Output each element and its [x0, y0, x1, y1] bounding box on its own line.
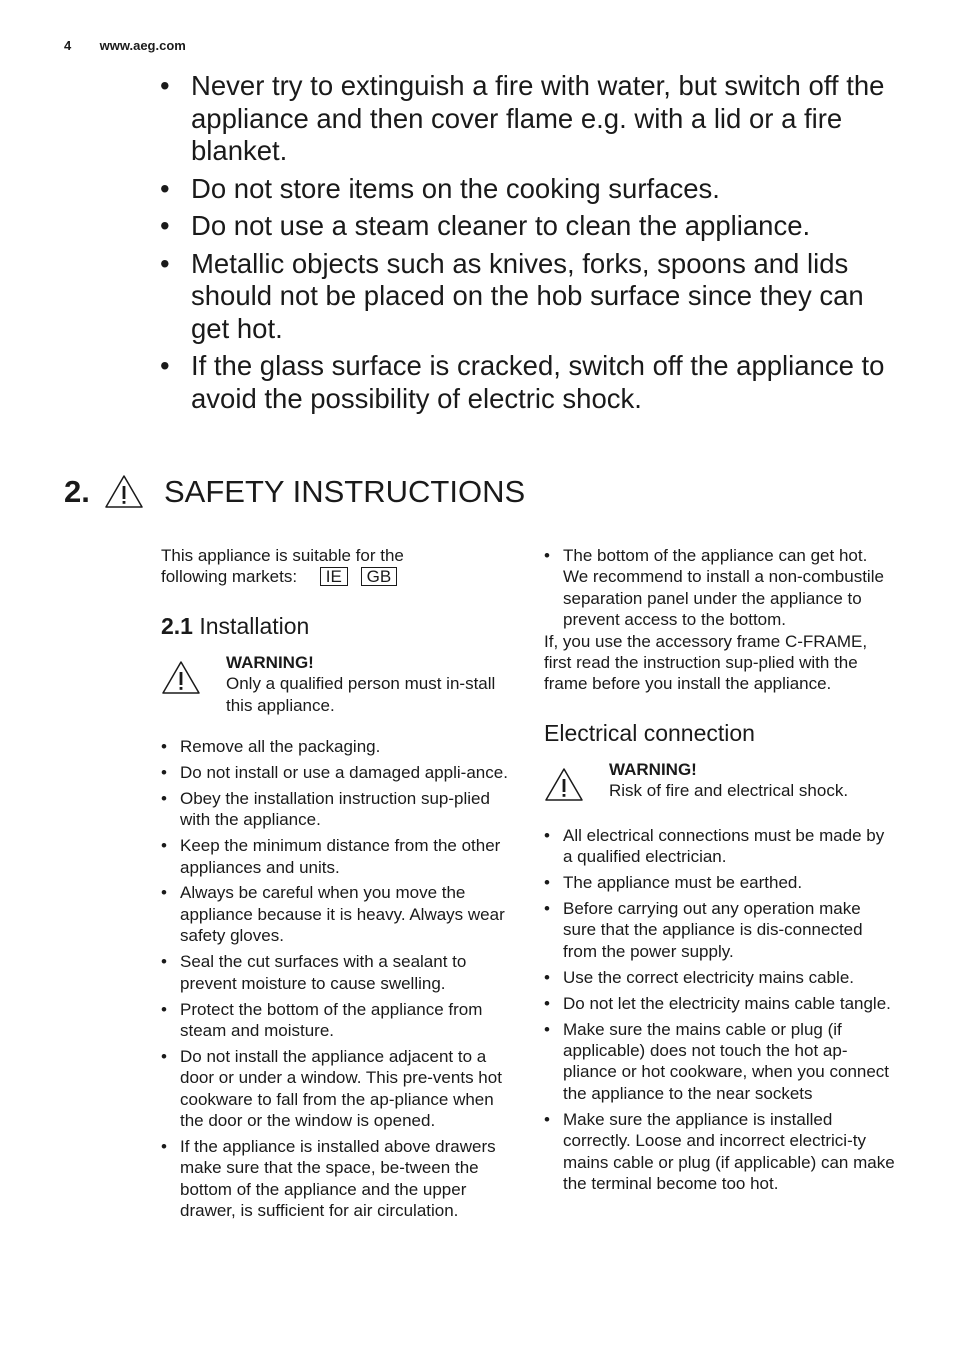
- list-item: • Do not install the appliance adjacent to a door or under a window. This pre-vents hot cookware to fall from the ap-pliance when the door or the window is opened.: [161, 1046, 513, 1132]
- page-header: [64, 38, 186, 53]
- section-number: 2.: [64, 474, 90, 509]
- subsection-number: 2.1: [161, 612, 193, 639]
- warning-text: Only a qualified person must in-stall this appliance.: [226, 674, 496, 715]
- markets-line-1: This appliance is suitable for the: [161, 546, 404, 565]
- warning-triangle-icon: [104, 474, 144, 510]
- market-code-badge: IE: [320, 567, 348, 586]
- list-item: • Seal the cut surfaces with a sealant to prevent moisture to cause swelling.: [161, 951, 513, 994]
- list-item: • Do not install or use a damaged appli-ance.: [161, 762, 513, 783]
- frame-paragraph: If, you use the accessory frame C-FRAME, first read the instruction sup-plied with the frame before you install the appliance.: [544, 631, 868, 694]
- section-title: SAFETY INSTRUCTIONS: [164, 474, 526, 509]
- warning-triangle-icon: [161, 658, 201, 698]
- list-item: • Do not let the electricity mains cable tangle.: [544, 993, 896, 1014]
- warning-title: WARNING!: [609, 759, 697, 779]
- list-item: • If the appliance is installed above drawers make sure that the space, be-tween the bottom of the appliance and the upper drawer, is sufficient for air circulation.: [161, 1136, 513, 1222]
- left-column: [161, 545, 513, 1226]
- section-heading: [64, 474, 525, 510]
- list-item: • Make sure the mains cable or plug (if applicable) does not touch the hot ap-pliance or hot cookware, when you connect the appliance to the near sockets: [544, 1019, 896, 1105]
- warning-block: [161, 652, 513, 716]
- list-item: • Obey the installation instruction sup-plied with the appliance.: [161, 788, 513, 831]
- market-code-badge: GB: [361, 567, 398, 586]
- markets-line-2: following markets:: [161, 567, 298, 587]
- subsection-title: Installation: [199, 612, 310, 639]
- list-item: • Always be careful when you move the appliance because it is heavy. Always wear safety gloves.: [161, 882, 513, 946]
- page-number: 4: [64, 38, 72, 53]
- list-item: • Do not use a steam cleaner to clean the appliance.: [160, 210, 900, 243]
- list-item: • Use the correct electricity mains cable.: [544, 967, 896, 988]
- warning-text: Risk of fire and electrical shock.: [609, 781, 849, 801]
- top-bullet-list: [160, 70, 900, 420]
- electrical-bullet-list: [544, 825, 896, 1195]
- list-item: • Remove all the packaging.: [161, 736, 513, 757]
- list-item: • Make sure the appliance is installed correctly. Loose and incorrect electrici-ty mains cable or plug (if applicable) can make the terminal become too hot.: [544, 1109, 896, 1195]
- list-item: • Do not store items on the cooking surfaces.: [160, 173, 900, 206]
- list-item: • Metallic objects such as knives, forks, spoons and lids should not be placed on the hob surface since they can get hot.: [160, 248, 900, 346]
- subsection-heading-electrical: Electrical connection: [544, 719, 755, 746]
- markets-statement: [161, 545, 513, 588]
- list-item: • The bottom of the appliance can get hot. We recommend to install a non-combustile separation panel under the appliance to prevent access to the bottom.: [544, 545, 896, 631]
- list-item: • Before carrying out any operation make sure that the appliance is dis-connected from the power supply.: [544, 898, 896, 962]
- right-top-bullet-list: [544, 545, 896, 631]
- warning-title: WARNING!: [226, 652, 314, 672]
- list-item: • The appliance must be earthed.: [544, 872, 896, 893]
- right-column: [544, 545, 896, 1199]
- list-item: • Keep the minimum distance from the other appliances and units.: [161, 835, 513, 878]
- warning-block: [544, 759, 896, 805]
- installation-bullet-list: [161, 736, 513, 1222]
- list-item: • Never try to extinguish a fire with water, but switch off the appliance and then cover flame e.g. with a lid or a fire blanket.: [160, 70, 900, 168]
- list-item: • All electrical connections must be made by a qualified electrician.: [544, 825, 896, 868]
- list-item: • Protect the bottom of the appliance from steam and moisture.: [161, 999, 513, 1042]
- warning-triangle-icon: [544, 765, 584, 805]
- list-item: • If the glass surface is cracked, switch off the appliance to avoid the possibility of electric shock.: [160, 350, 900, 415]
- subsection-heading-installation: [161, 612, 513, 640]
- site-url[interactable]: www.aeg.com: [99, 38, 186, 53]
